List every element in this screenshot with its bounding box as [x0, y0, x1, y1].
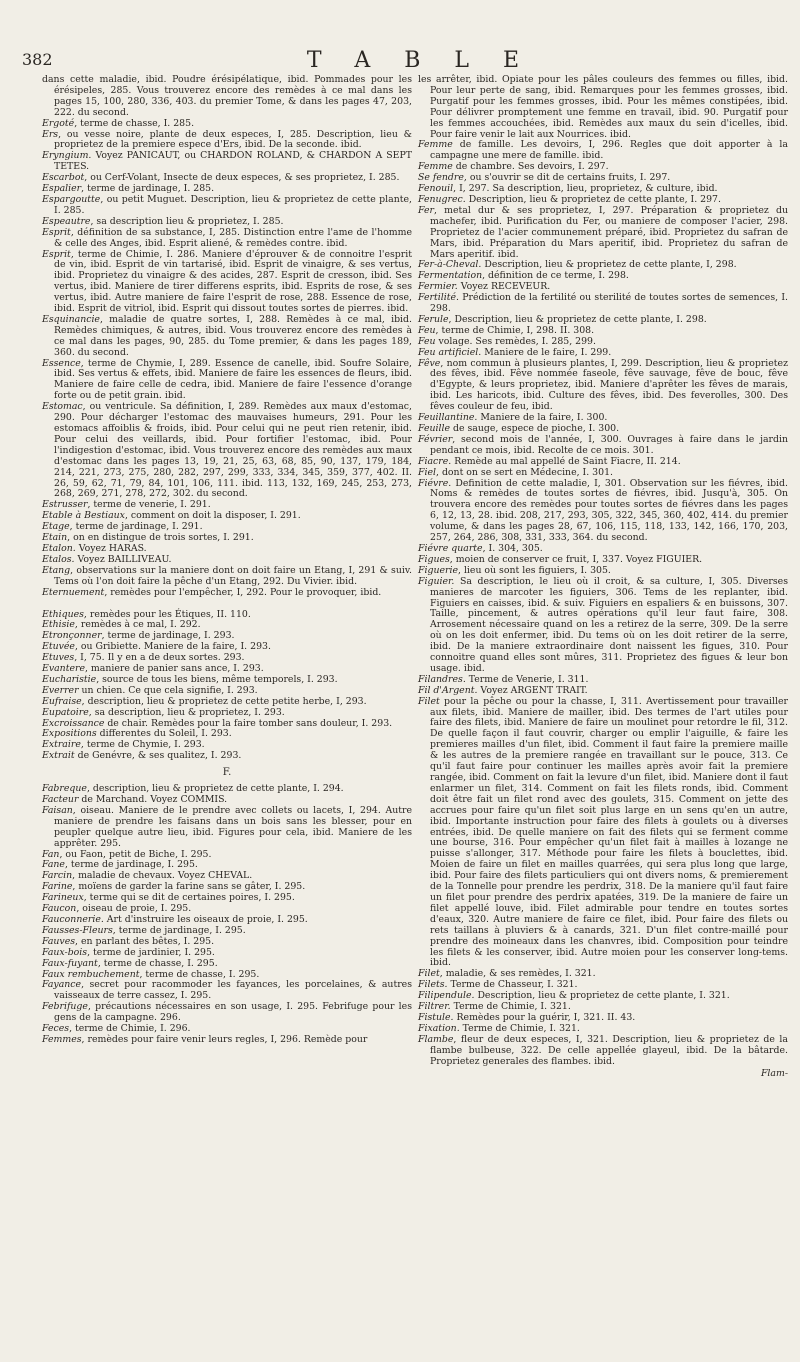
entry-text: , maladie de quatre sortes, I, 288. Remèdes à ce mal, ibid. Remèdes chimiques, & autres, ibid. Vous trouverez encore des remèdes à ce mal dans les pages, 90, 285. du Tome premier, & dans les pages 189, 360. du second. — [54, 313, 412, 358]
entry-headword: Etalon. — [42, 542, 76, 554]
entry-text: Maniere de la faire, I. 300. — [477, 412, 608, 424]
index-entry — [42, 751, 412, 762]
entry-headword: Fistule. — [418, 1011, 454, 1023]
index-entry — [42, 228, 412, 250]
entry-text: , fleur de deux especes, I, 321. Description, lieu & proprietez de la flambe bulbeuse, 322. De celle appellée glayeul, ibid. De la bâtarde. Proprietez generales des flambes. ibid. — [430, 1033, 788, 1067]
index-entry — [42, 315, 412, 359]
entry-headword: Extrait — [42, 750, 75, 762]
entry-headword: Feuille — [418, 423, 451, 434]
entry-headword: Excroissance — [42, 717, 105, 729]
entry-text: , ou ventricule. Sa définition, I, 289. Remèdes aux maux d'estomac, 290. Pour décharger l'estomac des mauvaises humeurs, 291. Pour les estomacs affoiblis & froids, ibid. Pour celui qui ne peut rien retenir, ibid. Pour celui des veillards, ibid. Pour fortifier l'estomac, ibid. Pour l'indigestion d'estomac, ibid. Vous trouverez encore des remèdes aux maux d'estomac dans les pages 13, 19, 21, 25, 63, 68, 85, 90, 137, 179, 184, 214, 221, 273, 275, 280, 282, 297, 299, 333, 334, 345, 359, 377, 402. II. 26, 59, 62, 71, 79, 84, 101, 106, 111. ibid. 113, 132, 169, 245, 253, 273, 268, 269, 271, 278, 272, 302. du second. — [54, 401, 412, 500]
entry-text: , sa description, lieu & proprietez, I. 293. — [88, 706, 285, 718]
entry-text: de Marchand. Voyez COMMIS. — [78, 794, 228, 805]
entry-headword: Filandres. — [418, 673, 466, 685]
entry-headword: Farine — [42, 881, 73, 893]
entry-headword: Etable à Bestiaux — [42, 510, 125, 522]
entry-headword: Ers — [42, 128, 59, 140]
entry-text: Voyez BAILLIVEAU. — [74, 553, 172, 565]
entry-headword: Espeautre — [42, 215, 91, 227]
entry-headword: Etronçonner — [42, 630, 102, 642]
entry-headword: Février — [418, 433, 453, 445]
entry-headword: Figuerie — [418, 564, 458, 576]
entry-text: volage. Ses remèdes, I. 285, 299. — [435, 335, 596, 347]
entry-text: , lieu où sont les figuiers, I. 305. — [458, 564, 611, 576]
index-entry — [418, 206, 788, 261]
entry-headword: Farcin — [42, 870, 73, 882]
entry-text: , on en distingue de trois sortes, I. 291. — [67, 532, 254, 544]
index-entry — [418, 140, 788, 162]
entry-text: Voyez HARAS. — [75, 542, 147, 554]
entry-text: , ou petit Muguet. Description, lieu & proprietez de cette plante, I. 285. — [54, 193, 412, 216]
index-entry — [42, 195, 412, 217]
entry-headword: Fausses-Fleurs — [42, 924, 113, 936]
entry-text: , dont on se sert en Médecine, I. 301. — [436, 466, 613, 478]
entry-headword: Espalier — [42, 183, 82, 195]
index-entry — [418, 293, 788, 315]
entry-text: Sa description, le lieu où il croit, & sa culture, I, 305. Diverses manieres de marcoter les figuiers, 306. Tems de les replanter, ibid. Figuiers en caisses, ibid. & suiv. Figuiers en espaliers & en buissons, 307. Taille, pincement, & autres opérations qu'il leur faut faire, 308. Arrosement nécessaire quand on les a retirez de la serre, 309. De la serre où on les doit enfermer, ibid. Du tems où on les doit retirer de la serre, ibid. De la maniere extraordinaire dont naissent les figues, 310. Pour connoitre quand elles sont mûres, 311. Proprietez des figues & leur bon usage. ibid. — [430, 575, 788, 674]
entry-text: de sauge, espece de pioche, I. 300. — [450, 423, 620, 434]
entry-text: , I. 304, 305. — [482, 542, 543, 554]
entry-text: , secret pour racommoder les fayances, les porcelaines, & autres vaisseaux de terre cassez, I. 295. — [54, 979, 412, 1002]
index-entry — [42, 1035, 412, 1046]
entry-headword: Fenouil — [418, 183, 454, 195]
entry-text: de chair. Remèdes pour la faire tomber sans douleur, I. 293. — [104, 717, 393, 729]
entry-headword: Esprit — [42, 248, 71, 260]
entry-headword: Estomac — [42, 401, 83, 413]
entry-headword: Fane — [42, 859, 65, 871]
index-entry — [418, 697, 788, 970]
entry-text: , remèdes pour l'empêcher, I, 292. Pour le provoquer, ibid. — [104, 586, 382, 598]
entry-headword: Fiévre. — [418, 477, 452, 489]
entry-text: , ou Faon, petit de Biche, I. 295. — [59, 848, 212, 860]
entry-headword: Eryngium. — [42, 150, 92, 162]
entry-text: Terme de Chimie, I. 321. — [459, 1022, 580, 1034]
entry-headword: Feuillantine. — [418, 412, 478, 424]
entry-text: , maladie, & ses remèdes, I. 321. — [439, 968, 596, 980]
entry-text: pour la pêche ou pour la chasse, I, 311. Avertissement pour travailler aux filets, ibid. Maniere de mailler, ibid. Des termes de l'art utiles pour faire des filets, ibid. Maniere de faire un moulinet pour retordre le fil, 312. De quelle façon il faut couvrir, charger ou emplir l'aiguille, & faire les premieres mailles d'un filet, ibid. Comment il faut faire la premiere maille & les autres de la premiere rangée en travaillant sur le pouce, 313. Ce qu'il faut faire pour continuer les mailles après avoir fait la premiere rangée, ibid. Comment on fait la levure d'un filet, ibid. Maniere dont il faut enlarmer un filet, 314. Comment on fait les filets ronds, ibid. Comment doit être fait un filet rond avec des goulets, 315. Comment on jette des accrues pour faire qu'un filet soit plus large en un sens qu'en un autre, ibid. Importante instruction pour faire des filets à goulets ou à diverses entrées, ibid. De quelle maniere on fait des filets qui se ferment comme une bourse, 316. Pour empêcher qu'un filet fait à mailles à lozange ne puisse s'allonger, 317. Méthode pour faire les filets à bouclettes, ibid. Moien de faire un filet en mailles quarrées, qui sera plus long que large, ibid. Pour faire des filets particuliers qui ont divers noms, & premierement de la Tonnelle pour prendre les perdrix, 318. De la maniere qu'il faut faire un filet pour prendre des perdrix apatées, 319. De la maniere de faire un filet appellé louve, ibid. Filet admirable pour tendre en toutes sortes d'eaux, 320. Autre maniere de faire ce filet, ibid. Pour faire des filets ou rets taillans à pluviers & à canards, 321. D'un filet contre-maillé pour prendre des moineaux dans les chanvres, ibid. Composition pour teindre les filets & les conserver, ibid. Autre moien pour les conserver long-tems. ibid. — [430, 695, 788, 969]
index-entry — [418, 435, 788, 457]
entry-headword: Fan — [42, 848, 60, 860]
index-entry — [418, 577, 788, 675]
entry-headword: Etang — [42, 564, 71, 576]
entry-text: Remèdes pour la guérir, I, 321. II. 43. — [453, 1011, 636, 1023]
entry-headword: Fêve — [418, 357, 441, 369]
entry-text: de famille. Les devoirs, I, 296. Regles que doit apporter à la campagne une mere de famille. ibid. — [430, 139, 788, 162]
entry-text: , terme de Chimie, I, 298. II. 308. — [435, 324, 595, 336]
entry-headword: Facteur — [42, 794, 79, 805]
entry-headword: Ferule — [418, 313, 449, 325]
index-entry — [418, 359, 788, 414]
entry-headword: Filet — [418, 968, 440, 980]
entry-headword: Eucharistie — [42, 673, 97, 685]
entry-text: Maniere de le faire, I. 299. — [481, 346, 612, 358]
entry-text: , ou Cerf-Volant, Insecte de deux especes, & ses proprietez, I. 285. — [84, 172, 400, 184]
entry-headword: Filets. — [418, 979, 448, 991]
entry-text: , comment on doit la disposer, I. 291. — [124, 510, 301, 522]
entry-text: de Genévre, & ses qualitez, I. 293. — [74, 750, 242, 762]
index-entry — [418, 75, 788, 140]
entry-text: , terme de jardinier, I. 295. — [87, 946, 215, 958]
page-number: 382 — [22, 50, 53, 69]
entry-text: , oiseau. Maniere de le prendre avec collets ou lacets, I, 294. Autre maniere de prendre les faisans dans un bois sans les blesser, pour en peupler quelque autre lieu, ibid. Figures pour cela, ibid. Maniere de les apprêter. 295. — [54, 804, 412, 849]
entry-headword: Flambe — [418, 1033, 454, 1045]
entry-headword: Fermentation — [418, 270, 483, 282]
entry-headword: Esquinancie — [42, 313, 100, 325]
entry-headword: Evantere — [42, 663, 85, 675]
index-entry — [42, 1002, 412, 1024]
entry-text: , terme de jardinage, I. 295. — [64, 859, 198, 871]
entry-text: , terme de chasse, I. 295. — [139, 968, 260, 980]
entry-text: , remèdes à ce mal, I. 292. — [74, 619, 201, 631]
entry-text: , moïens de garder la farine sans se gâter, I. 295. — [72, 881, 306, 893]
entry-headword: Feces — [42, 1023, 70, 1035]
entry-text: , I, 75. Il y en a de deux sortes. 293. — [74, 652, 245, 664]
index-entry — [42, 359, 412, 403]
entry-text: , oiseau de proie, I. 295. — [76, 903, 192, 915]
index-entry — [42, 130, 412, 152]
index-entry — [42, 151, 412, 173]
entry-text: Voyez RECEVEUR. — [457, 281, 551, 293]
entry-text: , terme de jardinage, I. 293. — [101, 630, 235, 642]
entry-text: , définition de ce terme, I. 298. — [482, 270, 629, 282]
entry-headword: Ethiques — [42, 608, 84, 620]
entry-text: , ou s'ouvrir se dit de certains fruits, I. 297. — [463, 172, 671, 184]
entry-headword: Filipendule. — [418, 990, 475, 1002]
entry-text: , remèdes pour faire venir leurs regles, I, 296. Remède pour — [81, 1033, 368, 1045]
entry-text: differentes du Soleil, I. 293. — [96, 728, 232, 740]
entry-headword: Feu — [418, 335, 436, 347]
index-entry — [42, 980, 412, 1002]
entry-text: Remède au mal appellé de Saint Fiacre, II. 214. — [451, 455, 681, 467]
entry-headword: Estrusser — [42, 499, 88, 511]
left-column — [42, 75, 412, 1046]
entry-headword: Etuves — [42, 652, 75, 664]
entry-text: , second mois de l'année, I, 300. Ouvrages à faire dans le jardin pendant ce mois, ibid. Recolte de ce mois. 301. — [430, 433, 788, 456]
entry-text: , moien de conserver ce fruit, I, 337. Voyez FIGUIER. — [449, 553, 703, 565]
catchword: Flam- — [760, 1068, 788, 1080]
entry-text: , définition de sa substance, I, 285. Distinction entre l'ame de l'homme & celle des Anges, ibid. Esprit aliené, & remèdes contre. ibid. — [54, 226, 412, 249]
entry-headword: Ergoté — [42, 117, 75, 129]
entry-text: Prédiction de la fertilité ou sterilité de toutes sortes de semences, I. 298. — [430, 292, 788, 315]
entry-text: , sa description lieu & proprietez, I. 285. — [90, 215, 284, 227]
entry-headword: Fauves — [42, 935, 76, 947]
entry-headword: Farineux — [42, 892, 84, 904]
index-entry — [42, 402, 412, 500]
entry-headword: Fer — [418, 204, 434, 216]
page-title: TABLE — [306, 48, 554, 73]
entry-text: , en parlant des bêtes, I. 295. — [75, 935, 215, 947]
entry-headword: Fabreque — [42, 783, 87, 795]
entry-headword: Expositions — [42, 728, 97, 740]
entry-headword: Etain — [42, 532, 68, 544]
entry-text: dans cette maladie, ibid. Poudre érésipélatique, ibid. Pommades pour les érésipeles, 285. Vous trouverez encore des remèdes à ce mal dans les pages 15, 100, 280, 336, 403. du premier Tome, & dans les pages 47, 203, 222. du second. — [42, 74, 412, 118]
entry-headword: Espargoutte — [42, 193, 101, 205]
entry-headword: Figues — [418, 553, 450, 565]
entry-headword: Femme — [418, 161, 453, 173]
entry-headword: Feu — [418, 324, 436, 336]
entry-headword: Ethisie — [42, 619, 75, 631]
entry-text: , I, 297. Sa description, lieu, proprietez, & culture, ibid. — [453, 183, 718, 195]
entry-headword: Fiacre. — [418, 455, 452, 467]
entry-text: , nom commun à plusieurs plantes, I, 299. Description, lieu & proprietez des fêves, ibid. Fêve nommée faseole, fêve sauvage, fêve de bouc, fêve d'Egypte, & leurs proprietez, ibid. Maniere d'aprêter les fêves de marais, ibid. Les haricots, ibid. Culture des fêves, ibid. Des feverolles, 300. Des fêves couleur de feu, ibid. — [430, 357, 788, 413]
entry-text: , terme de jardinage, I. 291. — [69, 521, 203, 533]
entry-headword: Eupatoire — [42, 706, 89, 718]
entry-headword: Fixation. — [418, 1022, 460, 1034]
entry-headword: Faux rembuchement — [42, 968, 140, 980]
entry-headword: Fiel — [418, 466, 436, 478]
right-column — [418, 75, 788, 1080]
entry-text: , Description, lieu & proprietez de cette plante, I. 298. — [448, 313, 707, 325]
entry-text: , terme de chasse, I. 295. — [97, 957, 218, 969]
entry-headword: Essence — [42, 357, 81, 369]
entry-text: , maladie de chevaux. Voyez CHEVAL. — [72, 870, 253, 882]
entry-text: Description, lieu & proprietez de cette plante, I. 321. — [474, 990, 730, 1002]
index-entry — [418, 1035, 788, 1068]
index-entry — [42, 566, 412, 588]
entry-text: , source de tous les biens, même temporels, I. 293. — [96, 673, 338, 685]
entry-headword: Escarbot — [42, 172, 85, 184]
entry-text: , terme de chasse, I. 285. — [74, 117, 195, 129]
entry-text: , terme de Chymie, I. 293. — [80, 739, 205, 751]
entry-headword: Febrifuge — [42, 1001, 88, 1013]
entry-headword: Fayance — [42, 979, 82, 991]
entry-text: les arrêter, ibid. Opiate pour les pâles couleurs des femmes ou filles, ibid. Pour leur perte de sang, ibid. Remarques pour les femmes grosses, ibid. Purgatif pour les femmes grosses, ibid. Pour les mêmes constipées, ibid. Pour délivrer promptement une femme en travail, ibid. 90. Purgatif pour les femmes accouchées, ibid. Remèdes aux maux du sein d'icelles, ibid. Pour faire venir le lait aux Nourrices. ibid. — [418, 74, 788, 140]
entry-text: , terme de jardinage, I. 295. — [112, 924, 246, 936]
entry-text: , description, lieu & proprietez de cette petite herbe, I, 293. — [81, 695, 367, 707]
entry-headword: Eternuement — [42, 586, 105, 598]
entry-text: , terme de jardinage, I. 285. — [81, 183, 215, 195]
entry-text: , terme qui se dit de certaines poires, I. 295. — [83, 892, 295, 904]
entry-headword: Fer-à-Cheval. — [418, 259, 482, 271]
entry-text: Voyez PANICAUT, ou CHARDON ROLAND, & CHARDON A SEPT TETES. — [54, 150, 412, 173]
entry-text: , maniere de panier sans ance, I. 293. — [84, 663, 264, 675]
entry-headword: Figuier. — [418, 575, 455, 587]
index-entry — [42, 75, 412, 119]
entry-text: , remèdes pour les Étiques, II. 110. — [83, 608, 251, 620]
entry-text: , observations sur la maniere dont on doit faire un Etang, I, 291 & suiv. Tems où l'on doit faire la pêche d'un Etang, 292. Du Vivier. ibid. — [54, 564, 412, 587]
entry-text: , metal dur & ses proprietez, I, 297. Préparation & proprietez du machefer, ibid. Purification du Fer, ou maniere de composer l'acier, 298. Proprietez de l'acier communement préparé, ibid. Proprietez du safran de Mars, ibid. Préparation du Mars aperitif, ibid. Proprietez du safran de Mars aperitif. ibid. — [430, 204, 788, 260]
entry-headword: Esprit — [42, 226, 71, 238]
entry-headword: Etage — [42, 521, 70, 533]
entry-headword: Fertilité. — [418, 292, 459, 304]
entry-headword: Feu artificiel. — [418, 346, 482, 358]
entry-headword: Faucon — [42, 903, 77, 915]
entry-text: Description, lieu & proprietez de cette plante, I, 298. — [481, 259, 737, 271]
entry-text: , ou vesse noire, plante de deux especes, I, 285. Description, lieu & proprietez de la premiere espece d'Ers, ibid. De la seconde. ibid. — [54, 128, 412, 151]
entry-text: Terme de Chasseur, I. 321. — [447, 979, 578, 991]
entry-text: Description, lieu & proprietez de cette plante, I. 297. — [465, 193, 721, 205]
entry-headword: Everrer — [42, 684, 79, 696]
entry-text: Definition de cette maladie, I, 301. Observation sur les fiévres, ibid. Noms & remèdes de toutes sortes de fiévres, ibid. Jusqu'à, 305. On trouvera encore des remèdes pour toutes sortes de fiévres dans les pages 6, 12, 13, 28. ibid. 208, 217, 293, 305, 322, 345, 360, 402, 414. du premier volume, & dans les pages 28, 67, 106, 115, 118, 133, 142, 166, 170, 203, 257, 264, 286, 308, 331, 333, 364. du second. — [430, 477, 788, 544]
entry-headword: Se fendre — [418, 172, 464, 184]
entry-text: Terme de Chimie, I. 321. — [450, 1001, 571, 1013]
entry-text: , terme de Chymie, I, 289. Essence de canelle, ibid. Soufre Solaire, ibid. Ses vertus & effets, ibid. Maniere de faire les essences de fleurs, ibid. Maniere de faire celle de cedra, ibid. Maniere de faire l'essence d'orange forte ou de petit grain. ibid. — [54, 357, 412, 402]
entry-text: de chambre. Ses devoirs, I. 297. — [452, 161, 609, 173]
entry-text: , terme de venerie, I. 291. — [87, 499, 211, 511]
index-entry — [42, 806, 412, 850]
index-entry — [42, 588, 412, 599]
entry-headword: Extraire — [42, 739, 81, 751]
entry-text: , description, lieu & proprietez de cette plante, I. 294. — [86, 783, 344, 795]
section-letter: F. — [222, 767, 232, 779]
entry-text: Voyez ARGENT TRAIT. — [477, 684, 588, 696]
entry-headword: Faisan — [42, 804, 73, 816]
entry-headword: Faux-fuyant — [42, 957, 98, 969]
entry-text: un chien. Ce que cela signifie, I. 293. — [78, 684, 258, 696]
entry-headword: Filet — [418, 695, 440, 707]
index-entry — [418, 479, 788, 544]
entry-headword: Fauconnerie. — [42, 913, 104, 925]
entry-headword: Fenugrec. — [418, 193, 466, 205]
entry-headword: Faux-bois — [42, 946, 88, 958]
entry-headword: Fermier. — [418, 281, 458, 293]
entry-headword: Fiévre quarte — [418, 542, 483, 554]
entry-text: , précautions nécessaires en son usage, I. 295. Febrifuge pour les gens de la campagne. 296. — [54, 1001, 412, 1024]
entry-text: , terme de Chimie, I. 286. Maniere d'éprouver & de connoitre l'esprit de vin, ibid. Esprit de vin tartarisé, ibid. Esprit de vinaigre, & ses vertus, ibid. Proprietez du vinaigre & des acides, 287. Esprit de cresson, ibid. Ses vertus, ibid. Maniere de tirer differens esprits, ibid. Esprits de rose, & ses vertus, ibid. Autre maniere de faire l'esprit de rose, 288. Essence de rose, ibid. Esprit de vitriol, ibid. Esprit qui dissout toutes sortes de pierres. ibid. — [54, 248, 412, 315]
entry-headword: Filtrer. — [418, 1001, 451, 1013]
entry-text: , ou Gribiette. Maniere de la faire, I. 293. — [74, 641, 271, 653]
entry-headword: Femmes — [42, 1033, 82, 1045]
entry-headword: Femme — [418, 139, 453, 151]
entry-headword: Etuvée — [42, 641, 75, 653]
entry-text: Art d'instruire les oiseaux de proie, I. 295. — [103, 913, 308, 925]
entry-text: , terme de Chimie, I. 296. — [69, 1023, 191, 1035]
entry-text: Terme de Venerie, I. 311. — [465, 673, 589, 685]
entry-headword: Etalos. — [42, 553, 75, 565]
entry-headword: Fil d'Argent. — [418, 684, 478, 696]
entry-headword: Eufraise — [42, 695, 82, 707]
index-entry — [42, 250, 412, 315]
